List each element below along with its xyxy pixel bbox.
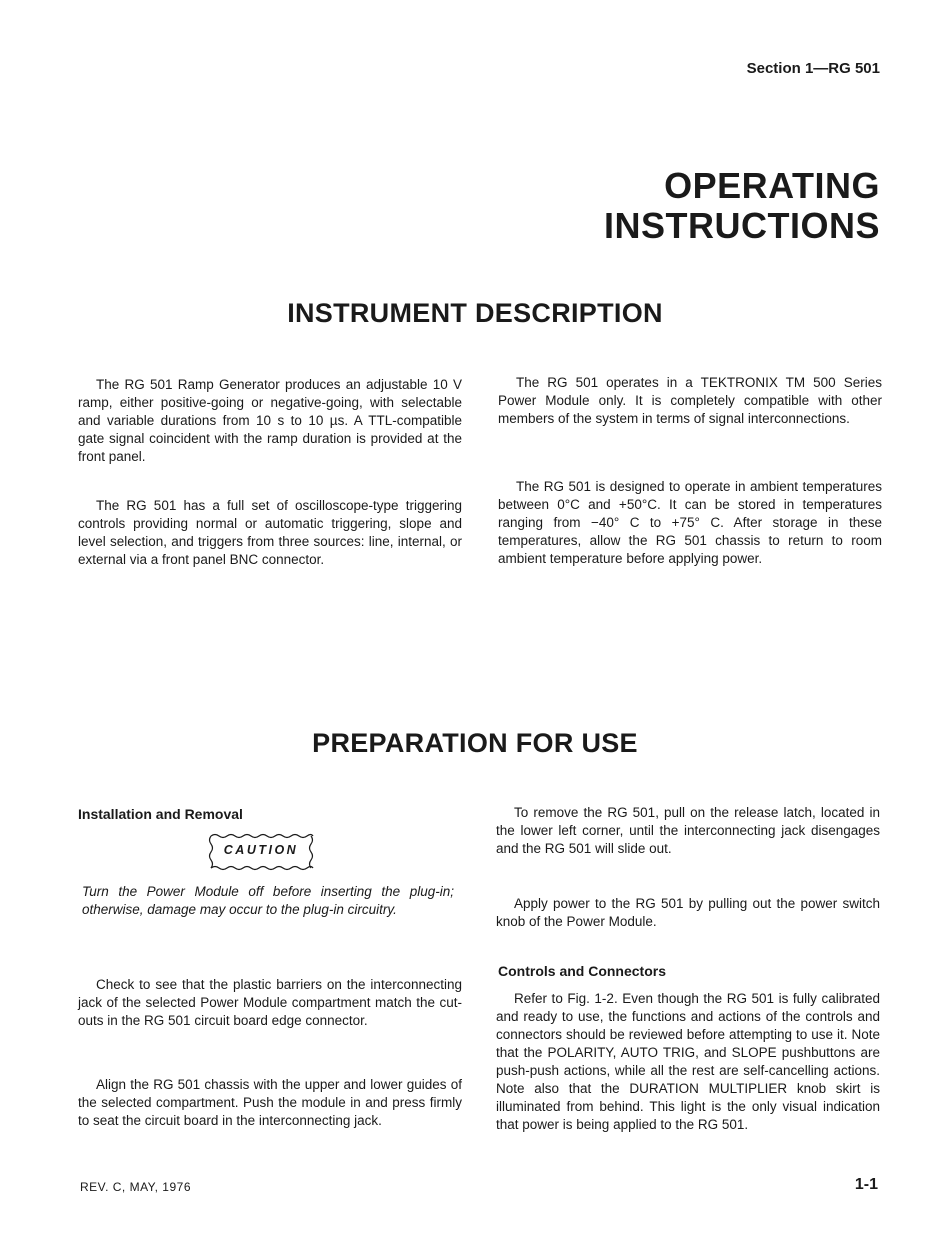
controls-text-wrap [496, 990, 880, 1134]
section-header: Section 1—RG 501 [746, 60, 880, 77]
instrument-description-right-col-2 [498, 478, 882, 568]
caution-text-wrap [82, 883, 454, 919]
controls-subheading-wrap [498, 963, 882, 979]
paragraph: The RG 501 Ramp Generator produces an adjustable 10 V ramp, either positive-going or negative-going, with selectable and variable durations from 10 s to 10 µs. A TTL-compatible gate signal coincident with the ramp duration is provided at the front panel. [78, 377, 462, 464]
paragraph: Align the RG 501 chassis with the upper and lower guides of the selected compartment. Push the module in and press firmly to seat the circuit board in the interconnecting jack. [78, 1077, 462, 1128]
paragraph: The RG 501 has a full set of oscilloscope-type triggering controls providing normal or automatic triggering, slope and level selection, and triggers from three sources: line, internal, or external via a front panel BNC connector. [78, 498, 462, 567]
paragraph: Apply power to the RG 501 by pulling out the power switch knob of the Power Module. [496, 896, 880, 929]
preparation-right-col-2 [496, 895, 880, 931]
paragraph: Check to see that the plastic barriers on the interconnecting jack of the selected Power Module compartment match the cut-outs in the RG 501 circuit board edge connector. [78, 977, 462, 1028]
caution-label: CAUTION [223, 843, 299, 857]
instrument-description-right-col [498, 374, 882, 428]
instrument-description-left-col [78, 376, 462, 466]
caution-text: Turn the Power Module off before inserting the plug-in; otherwise, damage may occur to the plug-in circuitry. [82, 884, 454, 917]
page-title-line-1: OPERATING [664, 165, 880, 206]
paragraph: The RG 501 operates in a TEKTRONIX TM 500 Series Power Module only. It is completely compatible with other members of the system in terms of signal interconnections. [498, 375, 882, 426]
page-title [604, 166, 880, 246]
page-title-line-2: INSTRUCTIONS [604, 205, 880, 246]
revision-footer: REV. C, MAY, 1976 [80, 1180, 192, 1194]
instrument-description-left-col-2 [78, 497, 462, 569]
installation-subheading: Installation and Removal [78, 806, 243, 822]
caution-box [205, 833, 317, 871]
controls-subheading: Controls and Connectors [498, 963, 667, 979]
preparation-left-col-2 [78, 1076, 462, 1130]
page-number: 1-1 [854, 1176, 878, 1193]
preparation-right-col [496, 804, 880, 858]
preparation-left-col [78, 976, 462, 1030]
instrument-description-heading: INSTRUMENT DESCRIPTION [287, 298, 663, 328]
paragraph: The RG 501 is designed to operate in ambient temperatures between 0°C and +50°C. It can be stored in temperatures ranging from −40° C to +75° C. After storage in these temperatures, allow the RG 501 chassis to return to room ambient temperature before applying power. [498, 479, 882, 566]
paragraph: Refer to Fig. 1-2. Even though the RG 501 is fully calibrated and ready to use, the functions and actions of the controls and connectors should be reviewed before attempting to use it. Note that the POLARITY, AUTO TRIG, and SLOPE pushbuttons are push-push actions, while all the rest are self-cancelling actions. Note also that the DURATION MULTIPLIER knob skirt is illuminated from behind. This light is the only visual indication that power is being applied to the RG 501. [496, 991, 880, 1132]
paragraph: To remove the RG 501, pull on the release latch, located in the lower left corner, until the interconnecting jack disengages and the RG 501 will slide out. [496, 805, 880, 856]
installation-subheading-wrap [78, 806, 462, 822]
preparation-heading: PREPARATION FOR USE [312, 728, 638, 758]
